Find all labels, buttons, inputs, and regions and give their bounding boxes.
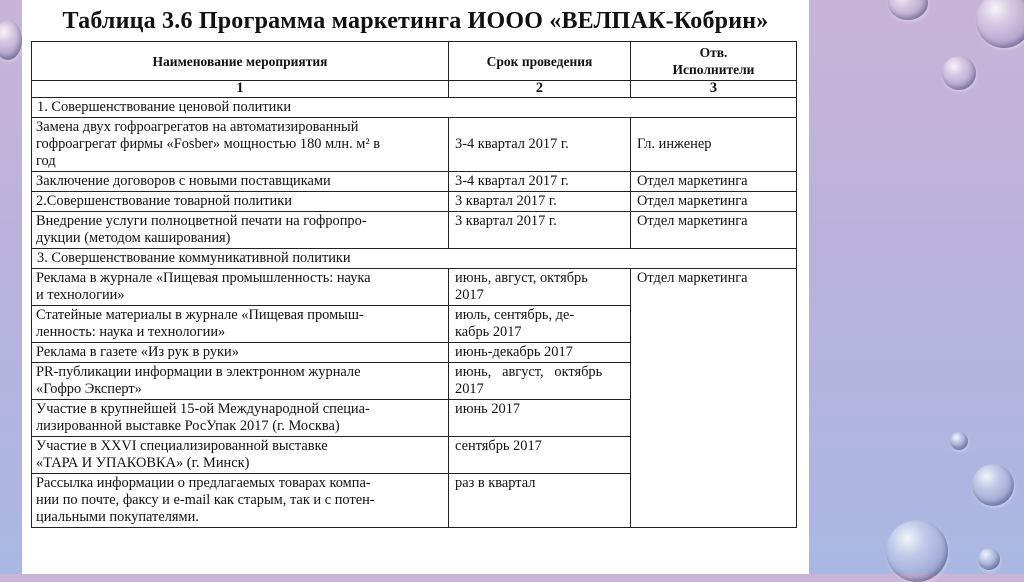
- section-title: 3. Совершенствование коммуникативной политики: [32, 249, 797, 269]
- header-row: [32, 42, 797, 81]
- document-sheet: [22, 0, 809, 574]
- term-cell: 3-4 квартал 2017 г.: [449, 118, 631, 172]
- term-cell: 3-4 квартал 2017 г.: [449, 172, 631, 192]
- activity-cell: Участие в XXVI специализированной выставке «ТАРА И УПАКОВКА» (г. Минск): [32, 437, 449, 474]
- term-cell: июнь-декабрь 2017: [449, 343, 631, 363]
- water-drop-decoration: [886, 520, 948, 582]
- term-cell: июнь, август, октябрь 2017: [449, 269, 631, 306]
- term-cell: 3 квартал 2017 г.: [449, 192, 631, 212]
- column-number: 1: [32, 81, 449, 98]
- responsible-cell: Отдел маркетинга: [631, 212, 797, 249]
- activity-cell: Рассылка информации о предлагаемых товарах компа- нии по почте, факсу и e-mail как старым, так и с потен- циальными покупателями.: [32, 474, 449, 528]
- term-cell: 3 квартал 2017 г.: [449, 212, 631, 249]
- term-cell: июнь, август, октябрь 2017: [449, 363, 631, 400]
- responsible-cell: Отдел маркетинга: [631, 269, 797, 528]
- water-drop-decoration: [942, 56, 976, 90]
- responsible-cell: Отдел маркетинга: [631, 172, 797, 192]
- water-drop-decoration: [0, 20, 22, 60]
- term-cell: июнь 2017: [449, 400, 631, 437]
- section-row-pricing: [32, 98, 797, 118]
- responsible-cell: Отдел маркетинга: [631, 192, 797, 212]
- water-drop-decoration: [972, 464, 1014, 506]
- activity-cell: Участие в крупнейшей 15-ой Международной специа- лизированной выставке РосУпак 2017 (г. Москва): [32, 400, 449, 437]
- activity-cell: PR-публикации информации в электронном журнале «Гофро Эксперт»: [32, 363, 449, 400]
- term-cell: сентябрь 2017: [449, 437, 631, 474]
- section-row-communication: [32, 249, 797, 269]
- table-row: [32, 212, 797, 249]
- activity-cell: Реклама в газете «Из рук в руки»: [32, 343, 449, 363]
- water-drop-decoration: [888, 0, 928, 20]
- term-cell: июль, сентябрь, де- кабрь 2017: [449, 306, 631, 343]
- responsible-cell: Гл. инженер: [631, 118, 797, 172]
- table-row: [32, 118, 797, 172]
- column-number: 2: [449, 81, 631, 98]
- section-title: 1. Совершенствование ценовой политики: [32, 98, 797, 118]
- activity-cell: Замена двух гофроагрегатов на автоматизированный гофроагрегат фирмы «Fosber» мощностью 180 млн. м² в год: [32, 118, 449, 172]
- term-cell: раз в квартал: [449, 474, 631, 528]
- water-drop-decoration: [978, 548, 1000, 570]
- water-drop-decoration: [950, 432, 968, 450]
- header-activity: Наименование мероприятия: [32, 42, 449, 81]
- table-row: [32, 269, 797, 306]
- water-drop-decoration: [976, 0, 1024, 48]
- activity-cell: Статейные материалы в журнале «Пищевая промыш- ленность: наука и технологии»: [32, 306, 449, 343]
- header-term: Срок проведения: [449, 42, 631, 81]
- column-number: 3: [631, 81, 797, 98]
- activity-cell: Заключение договоров с новыми поставщиками: [32, 172, 449, 192]
- section-title: 2.Совершенствование товарной политики: [32, 192, 449, 212]
- table-row: [32, 172, 797, 192]
- marketing-program-table: [31, 41, 797, 528]
- activity-cell: Реклама в журнале «Пищевая промышленность: наука и технологии»: [32, 269, 449, 306]
- header-responsible: Отв. Исполнители: [631, 42, 797, 81]
- table-row: [32, 192, 797, 212]
- activity-cell: Внедрение услуги полноцветной печати на гофропро- дукции (методом каширования): [32, 212, 449, 249]
- table-title: Таблица 3.6 Программа маркетинга ИООО «ВЕЛПАК-Кобрин»: [62, 8, 769, 34]
- column-numbers-row: [32, 81, 797, 98]
